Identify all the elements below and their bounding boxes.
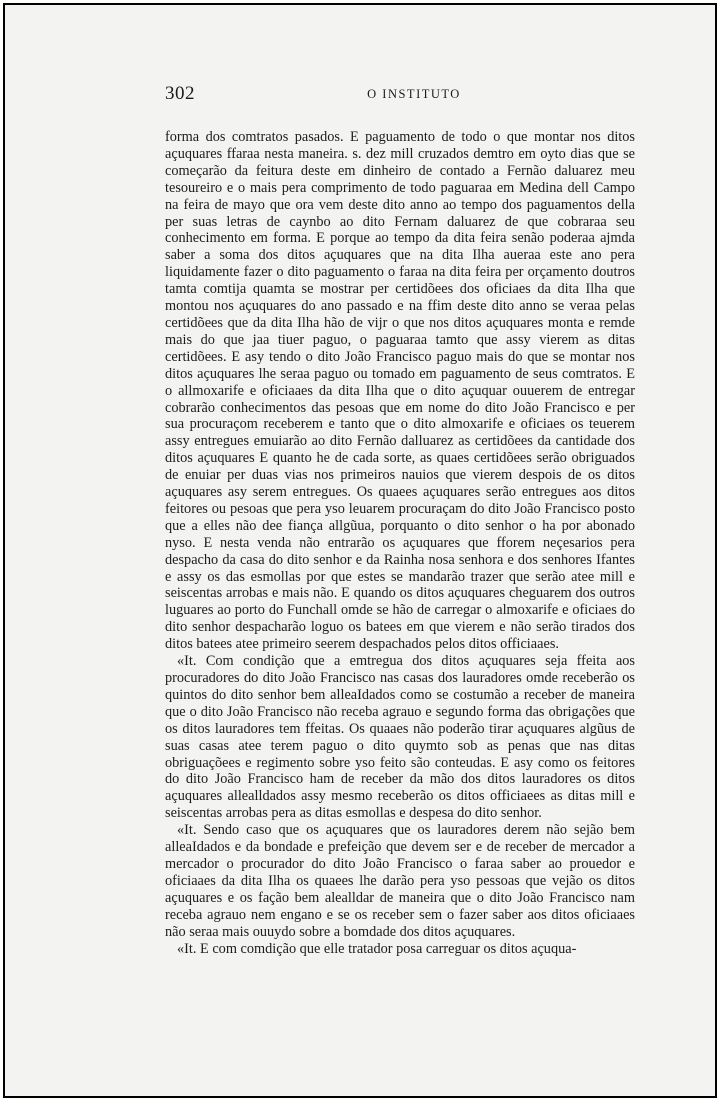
page: [3, 3, 717, 1098]
paragraph: forma dos comtratos pasados. E paguamento de todo o que montar nos ditos açuquares ffaraa nesta maneira. s. dez mill cruzados demtro em oyto dias que se começarão da feitura deste em dinheiro de contado a Fernão daluarez meu tesoureiro e o mais pera comprimento de todo paguaraa em Medina dell Campo na feira de mayo que ora vem deste dito anno ao tempo dos paguamentos della per suas letras de caynbo ao dito Fernam daluarez de que cobraraa seu conhecimento em forma. E porque ao tempo da dita feira senão poderaa ajmda saber a soma dos ditos açuquares que na dita Ilha aueraa este ano pera liquidamente fazer o dito paguamento o faraa na dita feira per orçamento doutros tamta comtija quamta se mostrar per certidõees dos oficiaes da dita Ilha que montou nos açuquares do ano passado e na ffim deste dito anno se veraa pelas certidõees que da dita Ilha hão de vijr o que nos ditos açuquares monta e remde mais do que jaa tiuer paguo, o paguaraa tamto que assy vierem as ditas certidõees. E asy tendo o dito João Francisco paguo mais do que se montar nos ditos açuquares lhe seraa paguo ou tomado em paguamento de seus comtratos. E o allmoxarife e oficiaaes da dita Ilha que o dito açuquar ouuerem de entregar cobrarão conhecimentos das pesoas que em nome do dito João Francisco e per sua procuraçom receberem e tanto que o dito almoxarife e oficiaes os teuerem assy entregues emuiarão ao dito Fernão dalluarez as certidõees da cantidade dos ditos açuquares E quanto he de cada sorte, as quaes certidõees serão obriguados de enuiar per duas vias nos primeiros nauios que vierem despois de os ditos açuquares asy serem entregues. Os quaees açuquares serão entregues aos ditos feitores ou pesoas que pera yso leuarem procuraçam do dito João Francisco posto que a elles não dee fiança allgũua, porquanto o dito senhor o ha por abonado nyso. E nesta venda não entrarão os açuquares que fforem neçesarios pera despacho da casa do dito senhor e da Rainha nosa senhora e dos senhores Ifantes e assy os das esmollas por que estes se mandarão trazer que serão atee mill e seiscentas arrobas e mais não. E quando os ditos açuquares cheguarem dos outros luguares ao porto do Funchall omde se hão de carregar o almoxarife e oficiaes do dito senhor despacharão loguo os batees em que vierem e não serão tirados dos ditos batees atee primeiro seerem despachados pelos ditos officiaaes.: [165, 129, 635, 653]
page-number: 302: [165, 83, 195, 104]
body-text: [165, 129, 635, 957]
paragraph: «It. Sendo caso que os açuquares que os lauradores derem não sejão bem alleaIdados e da bondade e prefeição que devem ser e de receber de mercador a mercador o procurador do dito João Francisco o faraa saber ao prouedor e oficiaaes da dita Ilha os quaees lhe darão pera yso pessoas que vejão os ditos açuquares e os fação bem alealldar de maneira que o dito João Francisco nam receba agrauo nem engano e se os receber sem o fazer saber aos ditos oficiaaes não seraa mais ouuydo sobre a bomdade dos ditos açuquares.: [165, 822, 635, 940]
paragraph: «It. E com comdição que elle tratador posa carreguar os ditos açuqua-: [177, 940, 577, 957]
paragraph: «It. Com condição que a emtregua dos ditos açuquares seja ffeita aos procuradores do dito João Francisco nas casas dos lauradores omde receberão os quintos do dito senhor bem alleaIdados como se costumão a receber de maneira que o dito João Francisco não receba agrauo e segundo forma das obrigações que os ditos lauradores tem ffeitas. Os quaaes não poderão tirar açuquares algũus de suas casas atee terem paguo o dito quymto sob as penas que nas ditas obriguaçõees e regimento sobre yso feito são conteudas. E asy como os feitores do dito João Francisco ham de receber da mão dos ditos lauradores os ditos açuquares allealldados assy mesmo receberão os ditos officiaees as ditas mill e seiscentas arrobas pera as ditas esmollas e despesa do dito senhor.: [165, 653, 635, 822]
page-header: [165, 83, 633, 107]
running-title: O INSTITUTO: [367, 87, 461, 101]
